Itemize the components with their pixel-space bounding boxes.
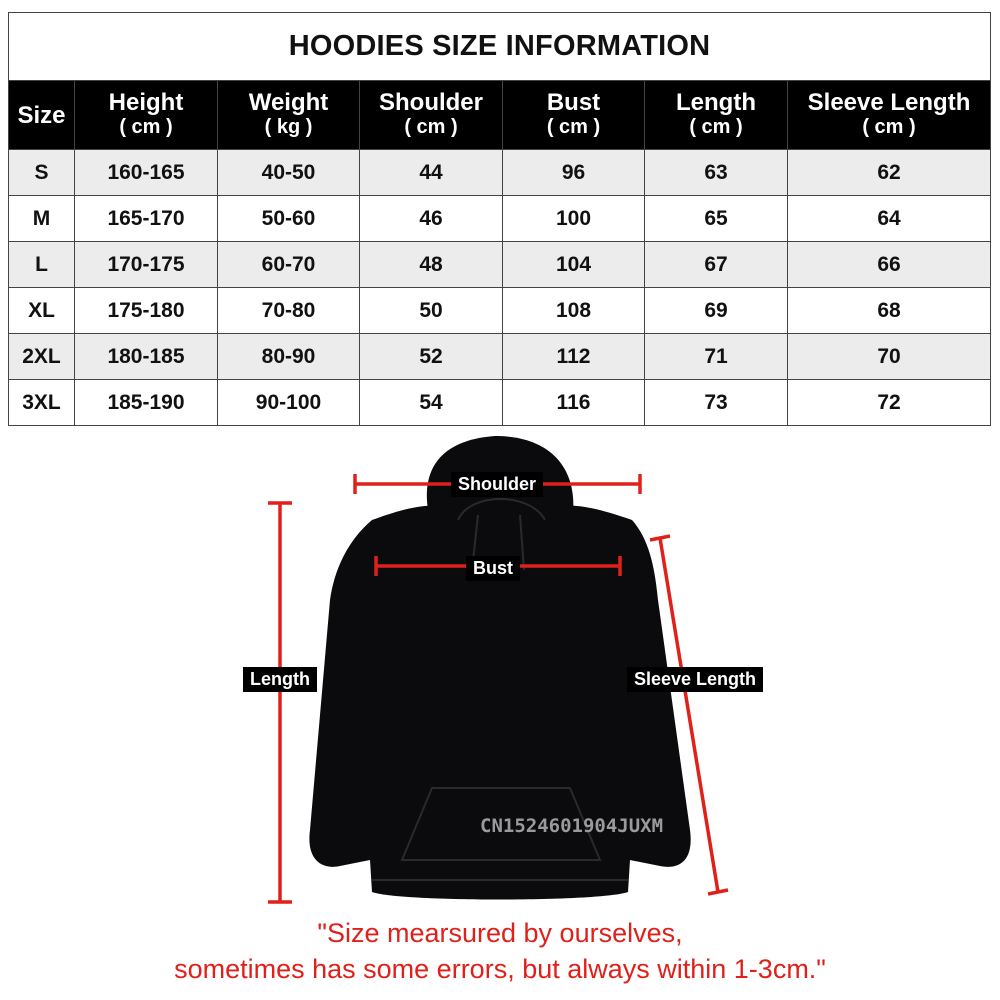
table-title-row [9,13,991,81]
cell-weight: 80-90 [218,334,360,380]
cell-bust: 96 [503,150,645,196]
hoodie-diagram [0,430,1000,1000]
cell-weight: 50-60 [218,196,360,242]
table-row [9,196,991,242]
cell-height: 160-165 [75,150,218,196]
table-row [9,334,991,380]
table-header-row [9,81,991,150]
bust-label: Bust [466,556,520,581]
header-bust [503,81,645,150]
cell-height: 175-180 [75,288,218,334]
cell-weight: 60-70 [218,242,360,288]
note-line-2: sometimes has some errors, but always within 1-3cm." [174,954,826,984]
cell-size: XL [9,288,75,334]
header-unit: ( cm ) [546,116,601,138]
cell-size: L [9,242,75,288]
cell-sleeve-length: 64 [788,196,991,242]
cell-weight: 40-50 [218,150,360,196]
length-label: Length [243,667,317,692]
table-row [9,288,991,334]
cell-bust: 100 [503,196,645,242]
cell-height: 165-170 [75,196,218,242]
header-unit: ( cm ) [119,116,173,138]
cell-sleeve-length: 62 [788,150,991,196]
shoulder-label: Shoulder [451,472,543,497]
cell-length: 69 [645,288,788,334]
table-row [9,150,991,196]
header-label: Size [17,101,66,129]
cell-length: 67 [645,242,788,288]
cell-length: 71 [645,334,788,380]
header-unit: ( cm ) [404,116,458,138]
cell-sleeve-length: 66 [788,242,991,288]
header-label: Weight [248,89,329,116]
note-line-1: "Size mearsured by ourselves, [317,918,683,948]
sleeve-length-label: Sleeve Length [627,667,763,692]
cell-sleeve-length: 72 [788,380,991,426]
header-label: Height [108,89,184,116]
cell-bust: 108 [503,288,645,334]
cell-shoulder: 50 [360,288,503,334]
cell-shoulder: 52 [360,334,503,380]
cell-length: 63 [645,150,788,196]
size-table [8,12,991,426]
cell-length: 73 [645,380,788,426]
cell-height: 170-175 [75,242,218,288]
cell-height: 185-190 [75,380,218,426]
cell-shoulder: 46 [360,196,503,242]
header-unit: ( cm ) [862,116,916,138]
header-label: Bust [546,89,601,116]
cell-shoulder: 44 [360,150,503,196]
cell-shoulder: 48 [360,242,503,288]
header-label: Sleeve Length [807,89,971,116]
header-size [9,81,75,150]
sleeve-cap-bottom [708,890,728,894]
cell-size: 3XL [9,380,75,426]
header-weight [218,81,360,150]
table-row [9,380,991,426]
cell-bust: 112 [503,334,645,380]
header-sleeve-length [788,81,991,150]
header-unit: ( cm ) [689,116,743,138]
header-label: Length [676,89,756,116]
header-label: Shoulder [378,89,483,116]
header-shoulder [360,81,503,150]
header-unit: ( kg ) [264,116,313,138]
cell-size: M [9,196,75,242]
cell-length: 65 [645,196,788,242]
cell-size: 2XL [9,334,75,380]
cell-size: S [9,150,75,196]
header-height [75,81,218,150]
cell-shoulder: 54 [360,380,503,426]
cell-height: 180-185 [75,334,218,380]
sleeve-cap-top [650,536,670,540]
cell-sleeve-length: 70 [788,334,991,380]
watermark: CN1524601904JUXM [480,815,664,837]
table-title: HOODIES SIZE INFORMATION [9,13,991,81]
table-row [9,242,991,288]
cell-bust: 116 [503,380,645,426]
header-length [645,81,788,150]
cell-weight: 90-100 [218,380,360,426]
cell-bust: 104 [503,242,645,288]
cell-sleeve-length: 68 [788,288,991,334]
cell-weight: 70-80 [218,288,360,334]
